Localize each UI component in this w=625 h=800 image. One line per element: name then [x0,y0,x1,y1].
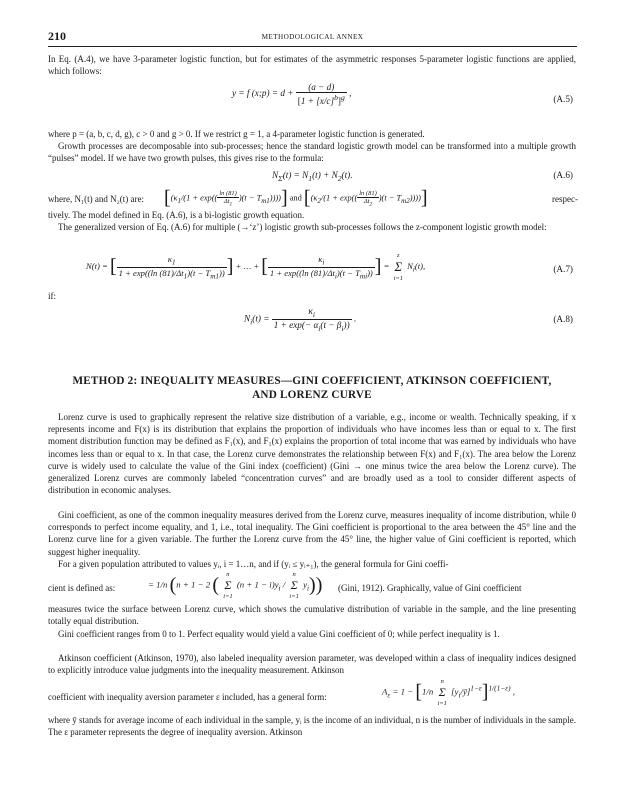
paragraph-gini: Gini coefficient, as one of the common inequality measures derived from the Lorenz curve, measures inequality of income distribution, while 0 corresponds to perfect income equality, and 1, i.e., total inequality. The Gini coefficient is proportional to the area between the 45° line and the Lorenz curve line for a given variable. The further the Lorenz curve from the 45° line, the higher value of Gini coefficient is reported, which suggest higher inequality. [48,510,576,557]
paragraph-gini-defined: cient is defined as: [48,583,116,593]
n1-n2-definitions: [($\kappa_1/(1 + \exp$(( $\frac{\ln (81)}{\Delta t_1}$ )$(t - T_{m1})$)))] and [($\kappa_2/(1 + \exp$(( $\frac{\ln (81)}{\Delta t_2}$ )$(t - T_{m2})$)))] [164,187,428,209]
paragraph-atkinson-form: coefficient with inequality aversion parameter ε included, has a general form: [48,692,327,702]
paragraph-atkinson-terms: where ȳ stands for average income of each individual in the sample, yᵢ is the income of an individual, n is the number of individuals in the sample. The ε parameter represents the degree of inequality aversion. Atkinson [48,715,576,738]
equation-a5: y = f (x;p) = d + $\frac{(a - d)}{[1 + [x/c]^b]^g}$ , [232,82,352,107]
paragraph-gini-range: Gini coefficient ranges from 0 to 1. Perfect equality would yield a value Gini coefficient of 0; while perfect inequality is 1. [58,629,500,639]
paragraph-gini-graphical: measures twice the surface between Lorenz curve, which shows the cumulative distribution of variable in the sample, and the line presenting totally equal distribution. [48,604,576,627]
section-heading-line1: METHOD 2: INEQUALITY MEASURES—GINI COEFFICIENT, ATKINSON COEFFICIENT, [72,375,552,387]
paragraph-if: if: [48,291,56,301]
paragraph-bilogistic: tively. The model defined in Eq. (A.6), is a bi-logistic growth equation. [48,210,305,220]
paragraph-gini-citation: (Gini, 1912). Graphically, value of Gini coefficient [338,583,522,593]
section-heading-line2: AND LORENZ CURVE [252,389,372,401]
paragraph-atkinson: Atkinson coefficient (Atkinson, 1970), also labeled inequality aversion parameter, was developed within a class of inequality indices designed to explicitly introduce value judgments into the inequality measurement. Atkinson [48,653,576,676]
paragraph-lorenz: Lorenz curve is used to graphically represent the relative size distribution of a variable, e.g., income or wealth. Technically speaking, if x represents income and F(x) is its distribution that explains the proportion of individuals who have incomes less than or equal to x. The first moment distribution function may be defined as F₁(x), and F₁(x) explains the proportion of total income that was earned by individuals who have incomes less than or equal to x. In that case, the Lorenz curve demonstrates the relationship between F(x) and F₁(x). The area below the Lorenz curve is widely used to calculate the value of the Gini index (coefficient) (Gini → one minus twice the area below the Lorenz curve). The generalized Lorenz curves are commonly labeled “concentration curves” and are broadly used as a tool to consider different aspects of distribution in economic analyses. [48,412,576,496]
equation-a6: $N_\Sigma(t) = N_1(t) + N_2(t)$. [272,170,353,183]
paragraph-n1n2-lead: where, N₁(t) and N₂(t) are: [48,194,144,204]
header-rule [48,46,577,47]
paragraph-gini-formula-lead: For a given population attributed to values yᵢ, i = 1…n, and if (yᵢ ≤ yᵢ₊₁), the general formula for Gini coeffi- [58,559,449,569]
paragraph-growth: Growth processes are decomposable into sub-processes; hence the standard logistic growth model can be transformed into a multiple growth “pulses” model. If we have two growth pulses, this gives rise to the formula: [48,141,576,164]
equation-a7-number: (A.7) [553,264,573,274]
paragraph-intro: In Eq. (A.4), we have 3-parameter logistic function, but for estimates of the asymmetric responses 5-parameter logistic functions are applied, which follows: [48,54,576,77]
equation-a5-number: (A.5) [553,94,573,104]
equation-a8: $N_i(t)$ = $\frac{\kappa_i}{1 + \exp(- \alpha_i(t - \beta_i))}$ . [244,306,357,333]
equation-a6-number: (A.6) [553,170,573,180]
paragraph-params: where p = (a, b, c, d, g), c > 0 and g > 0. If we restrict g = 1, a 4-parameter logistic function is generated. [48,129,425,139]
equation-a7: N(t) = [ $\frac{\kappa_1}{1 + \exp((\ln (81)/\Delta t_1)(t - T_{m1}))}$ ] + … + [ $\frac{\kappa_i}{1 + \exp((\ln (81)/\Delta t_i)(t - T_{mi}))}$ ] = z Σ i=1 $N_i(t)$, [86,252,426,282]
running-title: METHODOLOGICAL ANNEX [261,33,364,41]
paragraph-n1n2-tail: respec- [552,194,578,204]
atkinson-formula: $A_\varepsilon = 1 - [1/n$ n Σ i=1 $[y_i/ȳ]^{1-\varepsilon}]^{1/(1-\varepsilon)}$ , [382,678,515,707]
gini-formula: = 1/n (n + 1 − 2 ( n Σ i=1 $(n + 1 - i)y_i$ / n Σ i=1 $y_i$)) [148,571,323,600]
paragraph-generalized: The generalized version of Eq. (A.6) for multiple (→‘z’) logistic growth sub-processes follows the z-component logistic growth model: [58,222,547,232]
equation-a8-number: (A.8) [553,314,573,324]
page-number: 210 [48,29,66,43]
